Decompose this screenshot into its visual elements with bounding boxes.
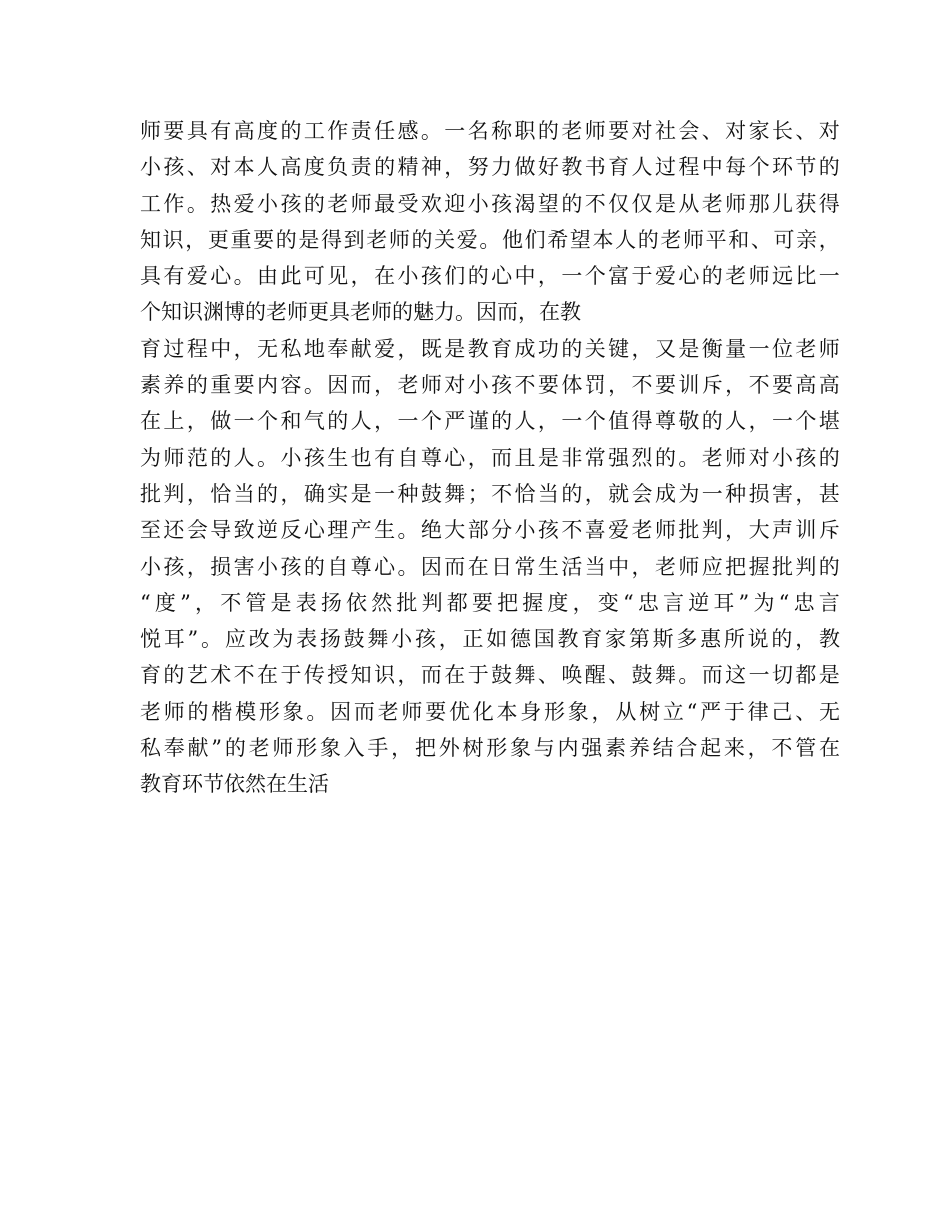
text-line: 素 养 的 重 要 内 容 。 因 而 ， 老 师 对 小 孩 不 要 体 罚 ， 不 要 训 斥 ， 不 要 高 高 (140, 373, 840, 398)
text-line: 批 判 ， 恰 当 的 ， 确 实 是 一 种 鼓 舞 ； 不 恰 当 的 ， 就 会 成 为 一 种 损 害 ， 甚 (140, 481, 840, 506)
text-line: “ 度 ” ， 不 管 是 表 扬 依 然 批 判 都 要 把 握 度 ， 变 “ 忠 言 逆 耳 ” 为 “ 忠 言 (140, 590, 840, 615)
text-line: 小 孩 ， 损 害 小 孩 的 自 尊 心 。 因 而 在 日 常 生 活 当 中 ， 老 师 应 把 握 批 判 的 (140, 554, 840, 579)
text-line: 在 上 ， 做 一 个 和 气 的 人 ， 一 个 严 谨 的 人 ， 一 个 值 得 尊 敬 的 人 ， 一 个 堪 (140, 409, 840, 434)
text-line: 至 还 会 导 致 逆 反 心 理 产 生 。 绝 大 部 分 小 孩 不 喜 爱 老 师 批 判 ， 大 声 训 斥 (140, 518, 840, 543)
text-line: 工 作 。 热 爱 小 孩 的 老 师 最 受 欢 迎 小 孩 渴 望 的 不 仅 仅 是 从 老 师 那 儿 获 得 (140, 191, 840, 216)
text-line: 师 要 具 有 高 度 的 工 作 责 任 感 。 一 名 称 职 的 老 师 要 对 社 会 、 对 家 长 、 对 (140, 119, 840, 143)
body-text (140, 113, 840, 803)
text-line: 老 师 的 楷 模 形 象 。 因 而 老 师 要 优 化 本 身 形 象 ， 从 树 立 “ 严 于 律 己 、 无 (140, 699, 840, 724)
text-line: 知 识 ， 更 重 要 的 是 得 到 老 师 的 关 爱 。 他 们 希 望 本 人 的 老 师 平 和 、 可 亲 ， (140, 227, 840, 252)
text-line: 育 的 艺 术 不 在 于 传 授 知 识 ， 而 在 于 鼓 舞 、 唤 醒 、 鼓 舞 。 而 这 一 切 都 是 (140, 663, 840, 688)
text-line: 具 有 爱 心 。 由 此 可 见 ， 在 小 孩 们 的 心 中 ， 一 个 富 于 爱 心 的 老 师 远 比 一 (140, 264, 840, 289)
text-line: 私 奉 献 ” 的 老 师 形 象 入 手 ， 把 外 树 形 象 与 内 强 素 养 结 合 起 来 ， 不 管 在 (140, 736, 840, 761)
text-line: 育 过 程 中 ， 无 私 地 奉 献 爱 ， 既 是 教 育 成 功 的 关 键 ， 又 是 衡 量 一 位 老 师 (140, 336, 840, 361)
text-line: 教育环节依然在生活 (140, 772, 329, 797)
text-line: 个知识渊博的老师更具老师的魅力。因而，在教 (140, 300, 581, 325)
text-line: 悦 耳 ” 。 应 改 为 表 扬 鼓 舞 小 孩 ， 正 如 德 国 教 育 家 第 斯 多 惠 所 说 的 ， 教 (140, 627, 840, 652)
text-line: 小 孩 、 对 本 人 高 度 负 责 的 精 神 ， 努 力 做 好 教 书 育 人 过 程 中 每 个 环 节 的 (140, 155, 840, 180)
text-line: 为 师 范 的 人 。 小 孩 生 也 有 自 尊 心 ， 而 且 是 非 常 强 烈 的 。 老 师 对 小 孩 的 (140, 445, 840, 470)
